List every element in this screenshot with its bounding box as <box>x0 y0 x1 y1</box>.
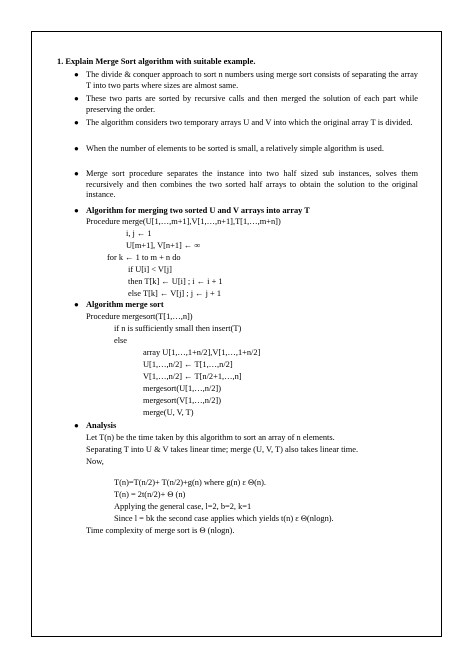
code-line: Procedure merge(U[1,…,m+1],V[1,…,n+1],T[1,…,m+n]) <box>86 217 281 226</box>
bullet-dot: ● <box>74 144 79 153</box>
mergesort-heading: Algorithm merge sort <box>86 300 164 309</box>
bullet-dot: ● <box>74 300 79 309</box>
code-line: mergesort(V[1,…,n/2]) <box>143 396 221 405</box>
bullet-dot: ● <box>74 70 79 79</box>
code-line: V[1,…,n/2] ← T[n/2+1,…,n] <box>143 372 242 381</box>
bullet-text: Merge sort procedure separates the instance into two half sized sub instances, solves them recursively and then combines the two sorted half arrays to obtain the solution to the original instance. <box>86 169 418 200</box>
analysis-line: Separating T into U & V takes linear time; merge (U, V, T) also takes linear time. <box>86 445 359 454</box>
code-line: if U[i] < V[j] <box>128 265 172 274</box>
code-line: for k ← 1 to m + n do <box>107 253 181 262</box>
code-line: U[1,…,n/2] ← T[1,…,n/2] <box>143 360 233 369</box>
analysis-line: T(n)=T(n/2)+ T(n/2)+g(n) where g(n) ε Θ(n). <box>114 478 266 487</box>
bullet-dot: ● <box>74 206 79 215</box>
bullet-dot: ● <box>74 169 79 178</box>
analysis-line: Now, <box>86 457 104 466</box>
bullet-text: These two parts are sorted by recursive calls and then merged the solution of each part while preserving the order. <box>86 94 418 114</box>
analysis-heading: Analysis <box>86 421 117 430</box>
code-line: else T[k] ← V[j] ; j ← j + 1 <box>128 289 222 298</box>
bullet-dot: ● <box>74 94 79 103</box>
analysis-line: Time complexity of merge sort is Θ (nlogn). <box>86 526 235 535</box>
code-line: merge(U, V, T) <box>143 408 194 417</box>
code-line: Procedure mergesort(T[1,…,n]) <box>86 312 193 321</box>
bullet-text: The divide & conquer approach to sort n numbers using merge sort consists of separating the array T into two parts where sizes are almost same. <box>86 70 418 90</box>
code-line: mergesort(U[1,…,n/2]) <box>143 384 221 393</box>
analysis-line: Since l = bk the second case applies which yields t(n) ε Θ(nlogn). <box>114 514 334 523</box>
code-line: if n is sufficiently small then insert(T) <box>114 324 242 333</box>
code-line: U[m+1], V[n+1] ← ∞ <box>126 241 201 250</box>
analysis-line: Applying the general case, l=2, b=2, k=1 <box>114 502 252 511</box>
bullet-dot: ● <box>74 118 79 127</box>
analysis-line: T(n) = 2t(n/2)+ Θ (n) <box>114 490 186 499</box>
merge-heading: Algorithm for merging two sorted U and V arrays into array T <box>86 206 310 215</box>
bullet-text: When the number of elements to be sorted is small, a relatively simple algorithm is used. <box>86 144 384 153</box>
analysis-line: Let T(n) be the time taken by this algorithm to sort an array of n elements. <box>86 433 335 442</box>
code-line: then T[k] ← U[i] ; i ← i + 1 <box>128 277 223 286</box>
question-title: 1. Explain Merge Sort algorithm with suitable example. <box>57 57 256 66</box>
code-line: else <box>114 336 128 345</box>
code-line: i, j ← 1 <box>126 229 152 238</box>
bullet-dot: ● <box>74 421 79 430</box>
bullet-text: The algorithm considers two temporary arrays U and V into which the original array T is divided. <box>86 118 413 127</box>
code-line: array U[1,…,1+n/2],V[1,…,1+n/2] <box>143 348 261 357</box>
